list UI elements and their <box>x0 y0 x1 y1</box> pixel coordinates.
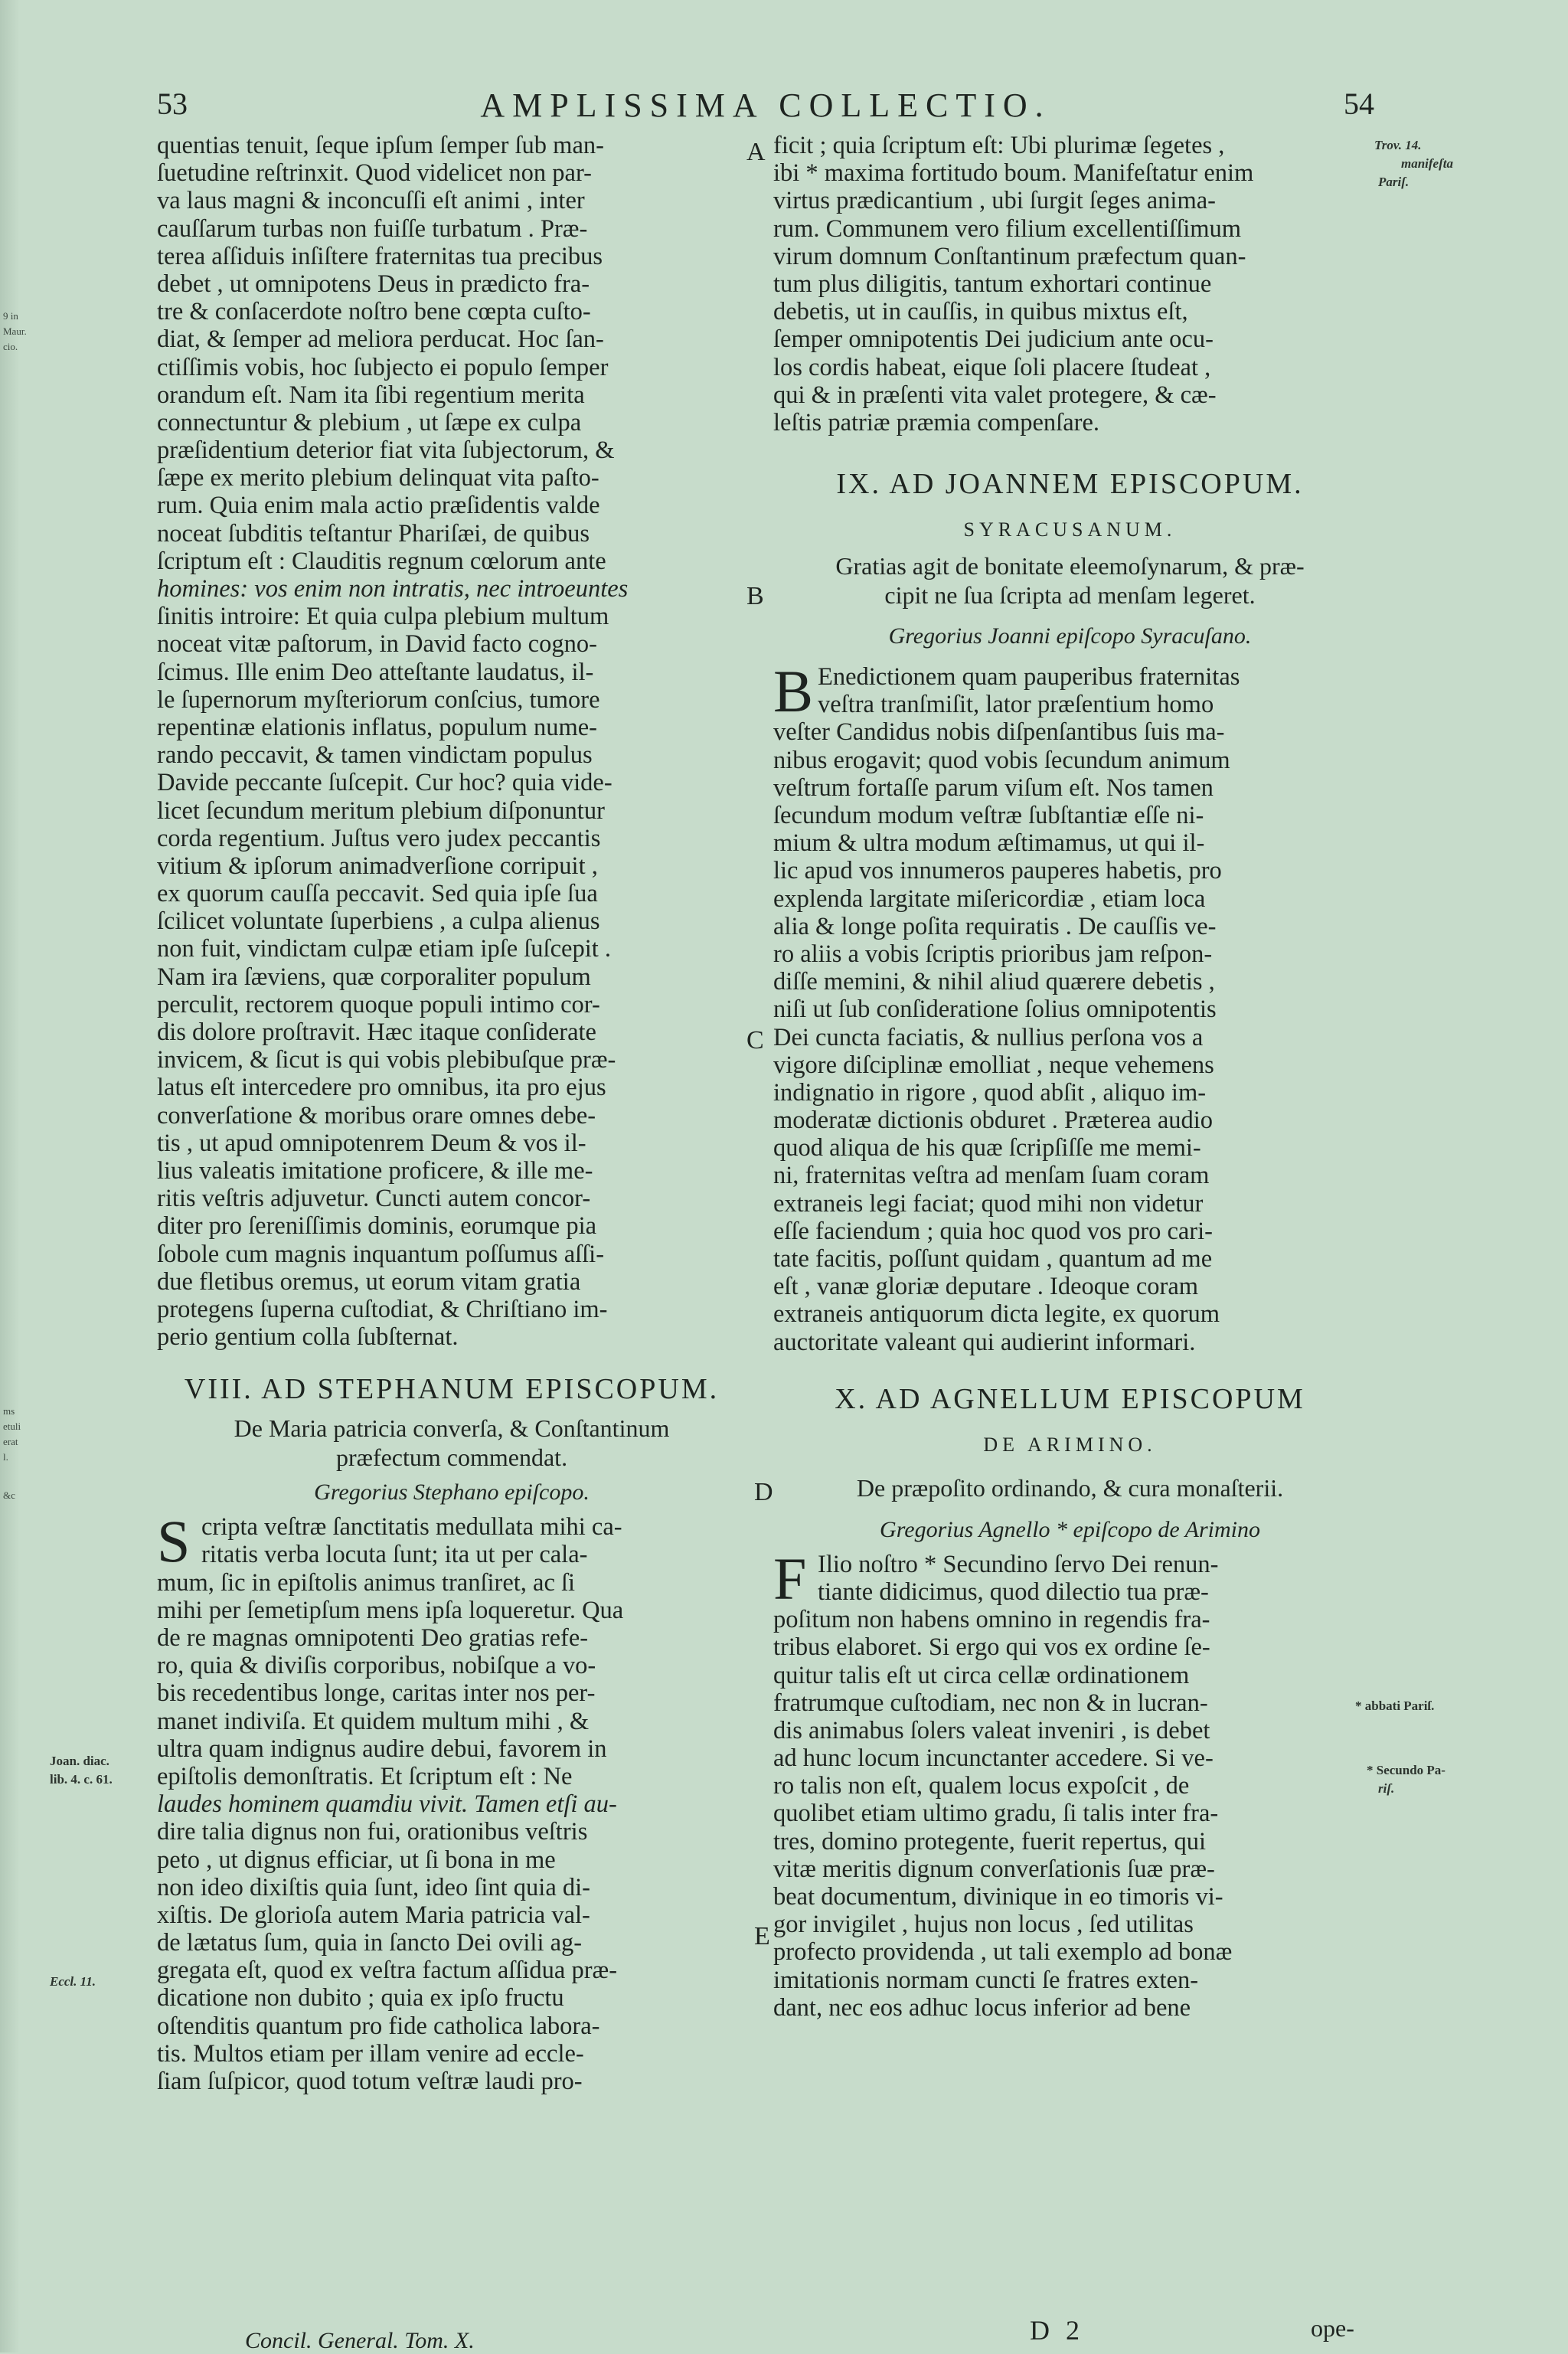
text-line: bis recedentibus longe, caritas inter nos per- <box>157 1679 596 1708</box>
text-line: quentias tenuit, ſeque ipſum ſemper ſub man- <box>157 132 604 159</box>
text-line: ultra quam indignus audire debui, favorem in <box>157 1734 607 1763</box>
text-line: dicatione non dubito ; quia ex ipſo fructu <box>157 1984 564 2012</box>
text-line: præſidentium deterior fiat vita ſubjectorum, & <box>157 436 615 465</box>
text-line: vitæ meritis dignum converſationis ſuæ præ- <box>773 1855 1215 1883</box>
text-line: gregata eſt, quod ex veſtra factum aſſidua præ- <box>157 1957 618 1985</box>
margin-note: Trov. 14. <box>1374 138 1422 152</box>
text-line: ritatis verba locuta ſunt; ita ut per cala- <box>201 1541 588 1569</box>
text-line: ficit ; quia ſcriptum eſt: Ubi plurimæ ſegetes , <box>773 132 1225 159</box>
text-line: ibi * maxima fortitudo boum. Manifeſtatur enim <box>773 159 1254 188</box>
margin-note: manifeſta <box>1401 156 1453 171</box>
left-column <box>157 132 746 2095</box>
text-line: va laus magni & inconcuſſi eſt animi , inter <box>157 187 585 215</box>
text-line: non ideo dixiſtis quia ſunt, ideo ſint quia di- <box>157 1873 590 1901</box>
catchword: ope- <box>1311 2314 1354 2342</box>
text-line: diter pro ſereniſſimis dominis, eorumque pia <box>157 1212 597 1241</box>
page-header <box>157 86 1374 132</box>
text-line: niſi ut ſub conſideratione ſolius omnipotentis <box>773 996 1217 1024</box>
text-line: eſſe faciendum ; quia hoc quod vos pro cari- <box>773 1217 1213 1245</box>
text-line: lic apud vos innumeros pauperes habetis, pro <box>773 857 1222 885</box>
text-line: veſtra tranſmiſit, lator præſentium homo <box>818 691 1214 719</box>
text-line: tis. Multos etiam per illam venire ad eccle- <box>157 2039 584 2068</box>
edge-fragment: l. <box>3 1451 8 1463</box>
text-line: alia & longe poſita requiratis . De cauſſis ve- <box>773 912 1217 940</box>
edge-fragment: Maur. <box>3 325 27 337</box>
text-line: epiſtolis demonſtratis. Et ſcriptum eſt : Ne <box>157 1762 573 1790</box>
text-line: leſtis patriæ præmia compenſare. <box>773 408 1099 436</box>
section-letter: D <box>754 1478 773 1506</box>
text-line: due fletibus oremus, ut eorum vitam gratia <box>157 1267 581 1296</box>
text-line: ro, quia & diviſis corporibus, nobiſque a vo- <box>157 1652 596 1680</box>
text-line: Ilio noſtro * Secundino ſervo Dei renun- <box>818 1550 1219 1578</box>
text-line: eſt , vanæ gloriæ deputare . Ideoque coram <box>773 1273 1199 1301</box>
signature-mark: D 2 <box>1030 2315 1084 2346</box>
text-line: diſſe memini, & nihil aliud quærere debetis , <box>773 968 1215 996</box>
text-line: explenda largitate miſericordiæ , etiam loca <box>773 884 1206 913</box>
salutation: Gregorius Stephano epiſcopo. <box>314 1479 590 1506</box>
text-line: mihi per ſemetipſum mens ipſa loqueretur. Qua <box>157 1596 624 1624</box>
text-line: vigore diſciplinæ emolliat , neque vehemens <box>773 1051 1214 1079</box>
text-line: ſcilicet voluntate ſuperbiens , a culpa alienus <box>157 907 600 936</box>
edge-fragment: ms <box>3 1405 15 1417</box>
text-line: dis dolore proſtravit. Hæc itaque conſiderate <box>157 1018 596 1046</box>
text-line: cauſſarum turbas non fuiſſe turbatum . Præ- <box>157 214 588 243</box>
text-line: ro talis non eſt, qualem locus expoſcit , de <box>773 1772 1190 1800</box>
text-line: cripta veſtræ ſanctitatis medullata mihi ca- <box>201 1513 622 1542</box>
text-line: ſcimus. Ille enim Deo atteſtante laudatus, il- <box>157 658 594 686</box>
right-column <box>773 132 1367 2022</box>
text-line: debetis, ut in cauſſis, in quibus mixtus eſt, <box>773 298 1188 326</box>
text-line: debet , ut omnipotens Deus in prædicto fra- <box>157 270 590 298</box>
text-line: Davide peccante ſuſcepit. Cur hoc? quia vide- <box>157 769 612 797</box>
text-line: ro aliis a vobis ſcriptis prioribus jam reſpon- <box>773 940 1213 968</box>
right-page-number: 54 <box>1344 87 1374 121</box>
text-line: connectuntur & plebium , ut ſæpe ex culpa <box>157 408 582 436</box>
section-subheading: SYRACUSANUM. <box>963 518 1177 541</box>
text-line: le ſupernorum myſteriorum conſcius, tumore <box>157 685 600 714</box>
section-letter: A <box>746 138 766 166</box>
edge-fragment: 9 in <box>3 310 18 322</box>
text-line: de lætatus ſum, quia in ſancto Dei ovili ag- <box>157 1929 583 1957</box>
text-line: tis , ut apud omnipotenrem Deum & vos il- <box>157 1129 586 1157</box>
section-letter: C <box>746 1026 764 1054</box>
text-line: laudes hominem quamdiu vivit. Tamen etſi au- <box>157 1790 617 1819</box>
text-line: tiante didicimus, quod dilectio tua præ- <box>818 1578 1209 1606</box>
binding-gutter <box>0 0 20 2352</box>
text-line: ſinitis introire: Et quia culpa plebium multum <box>157 603 609 631</box>
margin-note: Eccl. 11. <box>50 1974 96 1989</box>
salutation: Gregorius Joanni epiſcopo Syracuſano. <box>888 623 1252 649</box>
salutation: Gregorius Agnello * epiſcopo de Arimino <box>880 1516 1260 1542</box>
text-line: diat, & ſemper ad meliora perducat. Hoc ſan- <box>157 325 604 354</box>
text-line: ex quorum cauſſa peccavit. Sed quia ipſe ſua <box>157 880 598 908</box>
section-summary: De Maria patricia converſa, & Conſtantinum <box>234 1414 670 1443</box>
text-line: perio gentium colla ſubſternat. <box>157 1323 459 1352</box>
text-line: manet indiviſa. Et quidem multum mihi , & <box>157 1707 590 1735</box>
edge-fragment: etuli <box>3 1421 21 1432</box>
text-line: protegens ſuperna cuſtodiat, & Chriſtiano im- <box>157 1295 608 1323</box>
edge-fragment: erat <box>3 1436 18 1447</box>
text-line: rando peccavit, & tamen vindictam populus <box>157 741 593 770</box>
text-line: veſtrum fortaſſe parum viſum eſt. Nos tamen <box>773 773 1214 802</box>
drop-cap: B <box>773 658 814 725</box>
text-line: ritis veſtris adjuvetur. Cuncti autem concor- <box>157 1185 591 1213</box>
text-line: fratrumque cuſtodiam, nec non & in lucran- <box>773 1689 1208 1717</box>
text-line: ſemper omnipotentis Dei judicium ante ocu- <box>773 325 1214 354</box>
section-summary: præfectum commendat. <box>335 1443 568 1472</box>
text-line: perculit, rectorem quoque populi intimo cor- <box>157 990 600 1018</box>
text-line: ſiam ſuſpicor, quod totum veſtræ laudi pro- <box>157 2068 583 2095</box>
text-line: dire talia dignus non fui, orationibus veſtris <box>157 1818 588 1846</box>
text-line: nibus erogavit; quod vobis ſecundum animum <box>773 746 1230 774</box>
text-line: ſæpe ex merito plebium delinquat vita paſto- <box>157 464 599 492</box>
text-line: tum plus diligitis, tantum exhortari continue <box>773 270 1212 298</box>
text-line: ſecundum modum veſtræ ſubſtantiæ eſſe ni- <box>773 802 1204 829</box>
section-summary: De præpoſito ordinando, & cura monaſterii. <box>856 1473 1284 1502</box>
text-line: quolibet etiam ultimo gradu, ſi talis inter fra- <box>773 1800 1219 1828</box>
text-line: ſuetudine reſtrinxit. Quod videlicet non par- <box>157 159 592 188</box>
text-line: dis animabus ſolers valeat inveniri , is debet <box>773 1716 1210 1744</box>
text-line: virtus prædicantium , ubi ſurgit ſeges anima- <box>773 187 1216 215</box>
text-line: los cordis habeat, eique ſoli placere ſtudeat , <box>773 353 1211 381</box>
text-line: noceat ſubditis teſtantur Phariſæi, de quibus <box>157 519 590 548</box>
text-line: Nam ira ſæviens, quæ corporaliter populum <box>157 963 591 991</box>
text-line: moderatæ dictionis obduret . Præterea audio <box>773 1107 1214 1135</box>
text-line: vitium & ipſorum animadverſione corripuit , <box>157 852 598 880</box>
text-line: mium & ultra modum æſtimamus, ut qui il- <box>773 829 1205 858</box>
margin-note: Joan. diac. <box>50 1754 109 1768</box>
text-line: dant, nec eos adhuc locus inferior ad bene <box>773 1993 1191 2022</box>
text-line: latus eſt intercedere pro omnibus, ita pro ejus <box>157 1074 606 1102</box>
edge-fragment: cio. <box>3 341 18 352</box>
text-line: homines: vos enim non intratis, nec introeuntes <box>157 575 629 603</box>
margin-note: * abbati Pariſ. <box>1355 1698 1435 1713</box>
drop-cap-paragraph <box>773 658 1367 725</box>
section-summary: Gratias agit de bonitate eleemoſynarum, & præ- <box>835 552 1305 580</box>
text-line: tate facitis, poſſunt quidam , quantum ad me <box>773 1245 1213 1273</box>
text-line: converſatione & moribus orare omnes debe- <box>157 1101 596 1130</box>
text-line: qui & in præſenti vita valet protegere, & cæ- <box>773 381 1217 409</box>
footer-reference: Concil. General. Tom. X. <box>245 2328 475 2353</box>
text-line: Enedictionem quam pauperibus fraternitas <box>818 663 1240 691</box>
text-line: profecto providenda , ut tali exemplo ad bonæ <box>773 1938 1233 1967</box>
text-line: mum, ſic in epiſtolis animus tranſiret, ac ſi <box>157 1568 576 1597</box>
text-line: terea aſſiduis inſiſtere fraternitas tua precibus <box>157 242 603 270</box>
margin-note: riſ. <box>1378 1781 1395 1796</box>
text-line: virum domnum Conſtantinum præfectum quan- <box>773 242 1246 270</box>
section-heading: VIII. AD STEPHANUM EPISCOPUM. <box>184 1373 720 1406</box>
text-line: tre & conſacerdote noſtro bene cœpta cuſto- <box>157 298 591 326</box>
section-letter: B <box>746 582 764 610</box>
text-line: lius valeatis imitatione proficere, & ille me- <box>157 1156 593 1185</box>
text-line: xiſtis. De glorioſa autem Maria patricia val- <box>157 1901 590 1929</box>
text-line: indignatio in rigore , quod abſit , aliquo im- <box>773 1078 1207 1107</box>
text-line: corda regentium. Juſtus vero judex peccantis <box>157 824 601 852</box>
text-line: tribus elaboret. Si ergo qui vos ex ordine ſe- <box>773 1633 1210 1662</box>
text-line: ad hunc locum incunctanter accedere. Si ve- <box>773 1744 1214 1773</box>
text-line: extraneis legi faciat; quod mihi non videtur <box>773 1189 1204 1218</box>
text-line: gor invigilet , hujus non locus , ſed utilitas <box>773 1911 1194 1939</box>
text-line: tres, domino protegente, fuerit repertus, qui <box>773 1827 1206 1855</box>
margin-note: * Secundo Pa- <box>1367 1763 1446 1777</box>
drop-cap-paragraph <box>157 1508 746 1575</box>
text-line: veſter Candidus nobis diſpenſantibus ſuis ma- <box>773 718 1225 747</box>
text-line: repentinæ elationis inflatus, populum nume- <box>157 713 597 741</box>
drop-cap: S <box>157 1508 191 1575</box>
text-line: ni, fraternitas veſtra ad menſam ſuam coram <box>773 1162 1210 1190</box>
margin-note: lib. 4. c. 61. <box>50 1772 113 1787</box>
text-line: de re magnas omnipotenti Deo gratias refe- <box>157 1624 589 1652</box>
text-line: licet ſecundum meritum plebium diſponuntur <box>157 796 605 825</box>
drop-cap: F <box>773 1545 807 1612</box>
section-subheading: DE ARIMINO. <box>983 1433 1157 1456</box>
text-line: peto , ut dignus efficiar, ut ſi bona in me <box>157 1846 556 1874</box>
section-letter: E <box>754 1922 770 1950</box>
text-line: orandum eſt. Nam ita ſibi regentium merita <box>157 381 585 409</box>
text-line: invicem, & ſicut is qui vobis plebibuſque præ- <box>157 1046 616 1074</box>
text-line: extraneis antiquorum dicta legite, ex quorum <box>773 1300 1220 1329</box>
text-line: ſcriptum eſt : Clauditis regnum cœlorum ante <box>157 547 606 575</box>
section-heading: X. AD AGNELLUM EPISCOPUM <box>835 1382 1305 1415</box>
text-line: non fuit, vindictam culpæ etiam ipſe ſuſcepit . <box>157 935 611 963</box>
edge-fragment: &c <box>3 1489 15 1501</box>
drop-cap-paragraph <box>773 1545 1367 1612</box>
text-line: ſobole cum magnis inquantum poſſumus aſſi- <box>157 1240 605 1268</box>
text-line: imitationis normam cuncti ſe fratres exten- <box>773 1966 1199 1994</box>
text-line: Dei cuncta faciatis, & nullius perſona vos a <box>773 1023 1204 1051</box>
text-line: oſtenditis quantum pro fide catholica labora- <box>157 2012 600 2040</box>
text-line: rum. Quia enim mala actio præſidentis valde <box>157 492 600 520</box>
left-page-number: 53 <box>157 87 188 121</box>
text-line: quod aliqua de his quæ ſcripſiſſe me memi- <box>773 1134 1201 1162</box>
running-title: AMPLISSIMA COLLECTIO. <box>480 87 1051 124</box>
text-line: poſitum non habens omnino in regendis fra- <box>773 1606 1210 1634</box>
text-line: rum. Communem vero filium excellentiſſimum <box>773 214 1242 243</box>
text-line: noceat vitæ paſtorum, in David facto cogno- <box>157 630 597 659</box>
text-line: ctiſſimis vobis, hoc ſubjecto ei populo ſemper <box>157 353 609 381</box>
text-line: auctoritate valeant qui audierint informari. <box>773 1328 1196 1356</box>
margin-note: Pariſ. <box>1378 175 1410 189</box>
section-summary: cipit ne ſua ſcripta ad menſam legeret. <box>884 581 1256 610</box>
section-heading: IX. AD JOANNEM EPISCOPUM. <box>836 468 1304 501</box>
text-line: quitur talis eſt ut circa cellæ ordinationem <box>773 1661 1190 1689</box>
text-line: beat documentum, divinique in eo timoris vi- <box>773 1883 1223 1911</box>
